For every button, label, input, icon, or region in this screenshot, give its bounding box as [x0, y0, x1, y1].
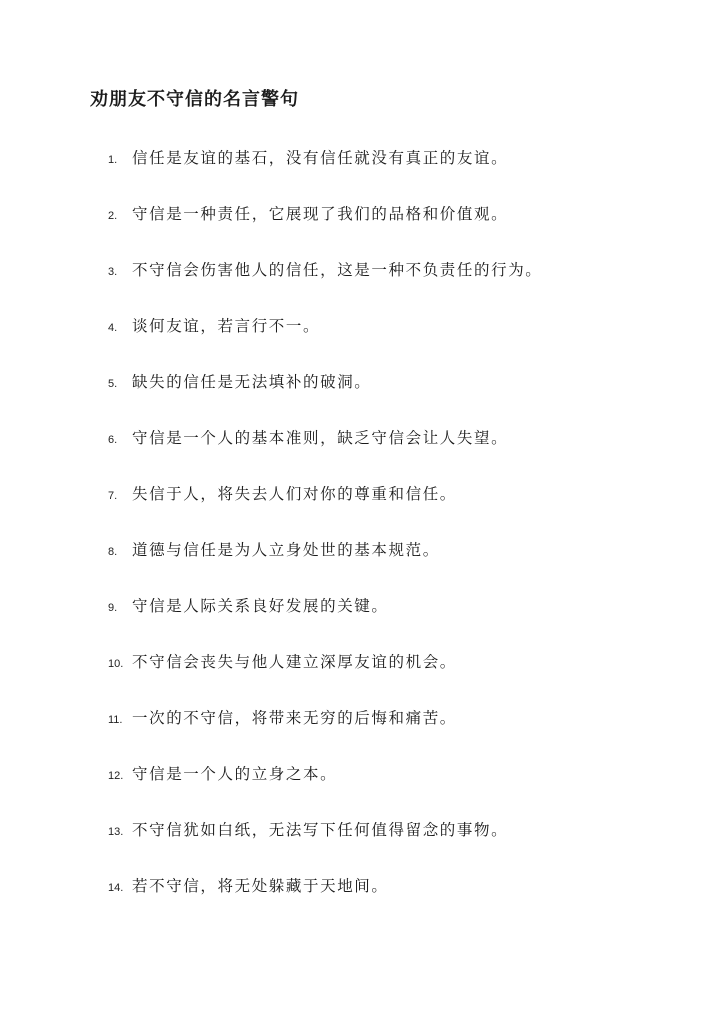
item-number: 5.	[108, 378, 118, 390]
item-text: 一次的不守信，将带来无穷的后悔和痛苦。	[132, 709, 457, 727]
list-item	[108, 538, 668, 594]
item-number: 6.	[108, 434, 118, 446]
item-number: 13.	[108, 826, 124, 838]
quote-list	[108, 146, 668, 930]
list-item	[108, 762, 668, 818]
item-text: 守信是一种责任，它展现了我们的品格和价值观。	[132, 205, 509, 223]
document-title: 劝朋友不守信的名言警句	[90, 89, 299, 110]
list-item	[108, 706, 668, 762]
item-number: 1.	[108, 154, 118, 166]
item-number: 7.	[108, 490, 118, 502]
item-text: 信任是友谊的基石，没有信任就没有真正的友谊。	[132, 149, 509, 167]
item-text: 不守信犹如白纸，无法写下任何值得留念的事物。	[132, 821, 509, 839]
list-item	[108, 314, 668, 370]
item-text: 若不守信，将无处躲藏于天地间。	[132, 877, 389, 895]
list-item	[108, 370, 668, 426]
item-text: 不守信会伤害他人的信任，这是一种不负责任的行为。	[132, 261, 543, 279]
item-number: 9.	[108, 602, 118, 614]
item-number: 2.	[108, 210, 118, 222]
list-item	[108, 594, 668, 650]
list-item	[108, 874, 668, 930]
item-text: 守信是一个人的基本准则，缺乏守信会让人失望。	[132, 429, 509, 447]
item-text: 不守信会丧失与他人建立深厚友谊的机会。	[132, 653, 457, 671]
item-number: 3.	[108, 266, 118, 278]
list-item	[108, 482, 668, 538]
item-text: 谈何友谊，若言行不一。	[132, 317, 321, 335]
item-text: 道德与信任是为人立身处世的基本规范。	[132, 541, 440, 559]
item-text: 缺失的信任是无法填补的破洞。	[132, 373, 372, 391]
list-item	[108, 202, 668, 258]
list-item	[108, 426, 668, 482]
item-number: 11.	[108, 714, 123, 726]
list-item	[108, 146, 668, 202]
item-number: 4.	[108, 322, 118, 334]
item-number: 8.	[108, 546, 118, 558]
item-number: 10.	[108, 658, 124, 670]
list-item	[108, 818, 668, 874]
item-number: 12.	[108, 770, 124, 782]
list-item	[108, 258, 668, 314]
item-text: 守信是人际关系良好发展的关键。	[132, 597, 389, 615]
item-text: 守信是一个人的立身之本。	[132, 765, 338, 783]
list-item	[108, 650, 668, 706]
item-number: 14.	[108, 882, 124, 894]
item-text: 失信于人，将失去人们对你的尊重和信任。	[132, 485, 457, 503]
